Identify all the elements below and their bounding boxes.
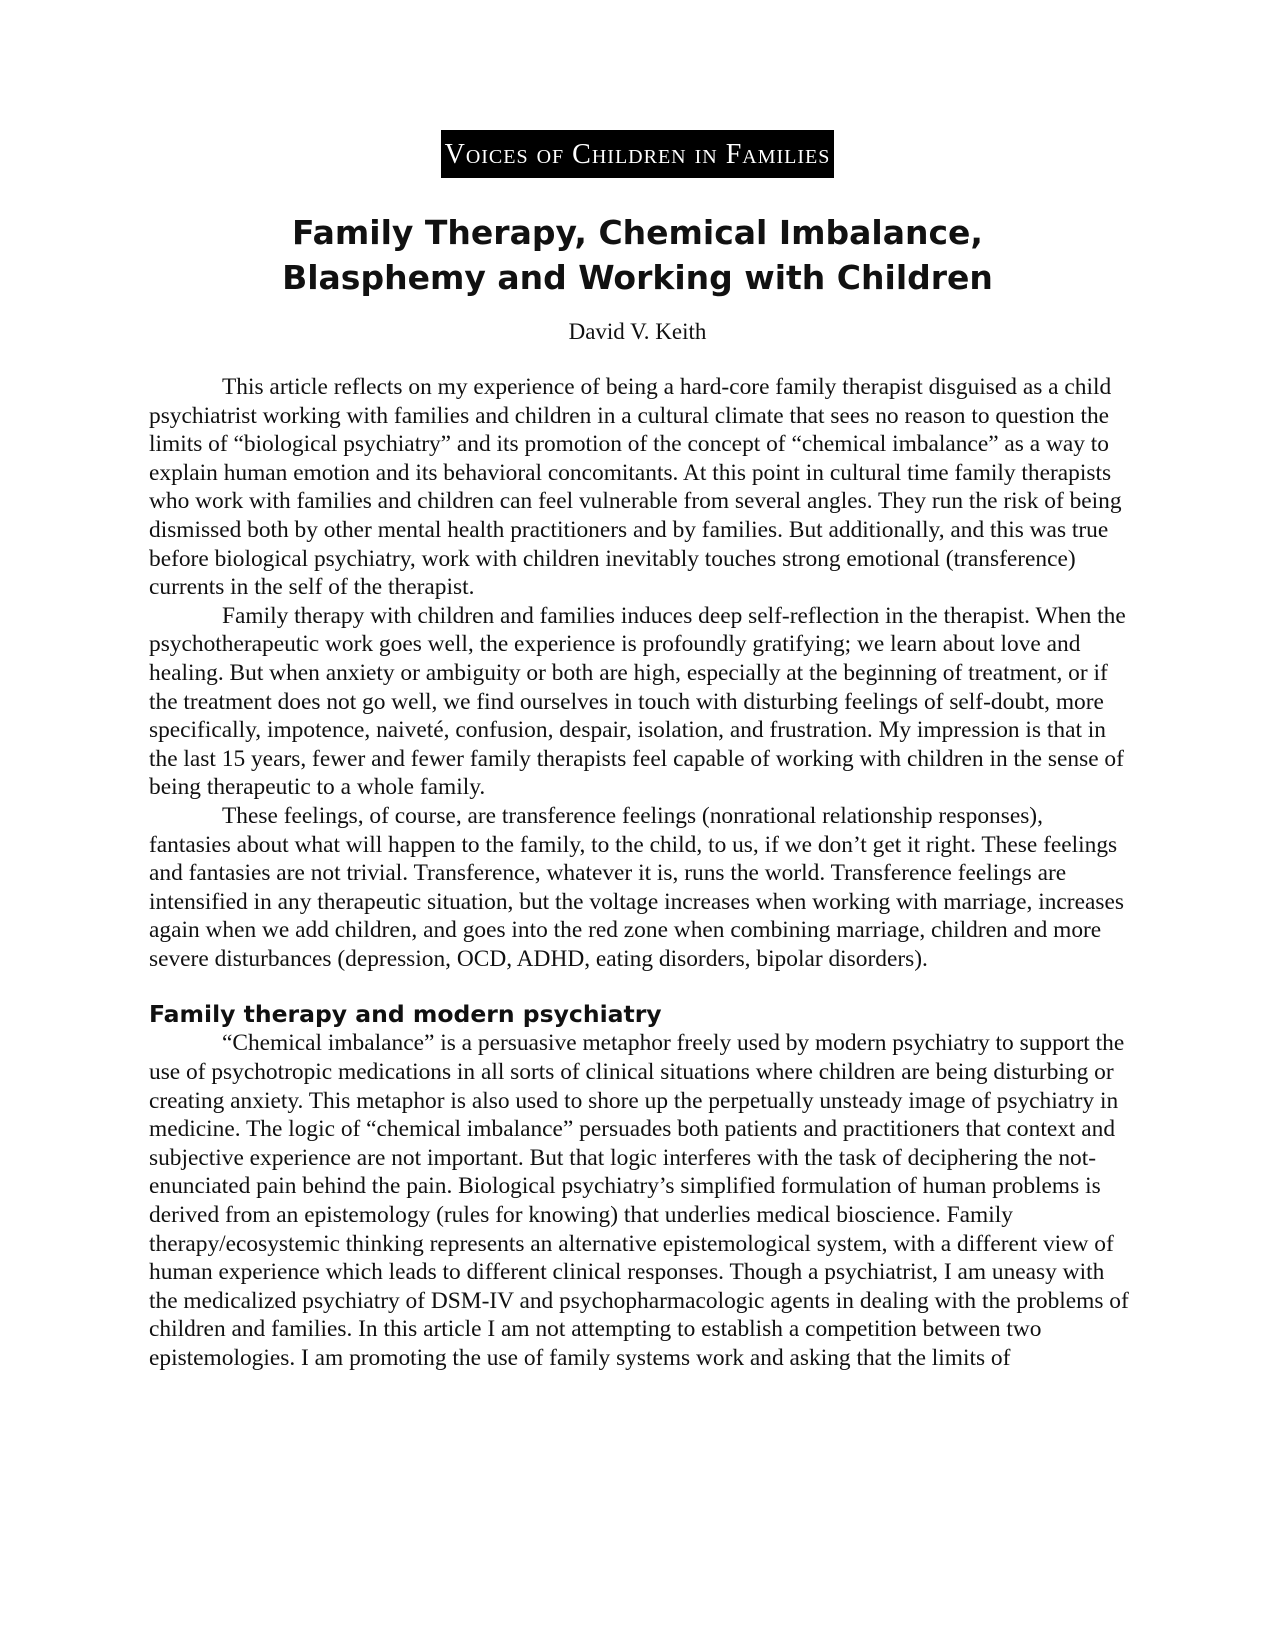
body-paragraph-1: This article reflects on my experience of being a hard-core family therapist disguised as a child psychiatrist working with families and children in a cultural climate that sees no reason to question the limits of “biological psychiatry” and its promotion of the concept of “chemical imbalance” as a way to explain human emotion and its behavioral concomitants. At this point in cultural time family therapists who work with families and children can feel vulnerable from several angles. They run the risk of being dismissed both by other mental health practitioners and by families. But additionally, and this was true before biological psychiatry, work with children inevitably touches strong emotional (transference) currents in the self of the therapist. [149, 374, 1122, 601]
body-paragraph-2: Family therapy with children and families induces deep self-reflection in the therapist. When the psychotherapeutic work goes well, the experience is profoundly gratifying; we learn about love and healing. But when anxiety or ambiguity or both are high, especially at the beginning of treatment, or if the treatment does not go well, we find ourselves in touch with disturbing feelings of self-doubt, more specifically, impotence, naiveté, confusion, despair, isolation, and frustration. My impression is that in the last 15 years, fewer and fewer family therapists feel capable of working with children in the sense of being therapeutic to a whole family. [149, 602, 1126, 801]
article-body [149, 373, 1129, 1373]
article-title-line-1: Family Therapy, Chemical Imbalance, [292, 213, 983, 252]
section-heading: Family therapy and modern psychiatry [149, 1000, 662, 1029]
article-title [0, 210, 1275, 300]
series-banner-container [0, 130, 1275, 178]
article-author: David V. Keith [568, 319, 707, 344]
section-paragraph-1: “Chemical imbalance” is a persuasive metaphor freely used by modern psychiatry to support the use of psychotropic medications in all sorts of clinical situations where children are being disturbing or creating anxiety. This metaphor is also used to shore up the perpetually unsteady image of psychiatry in medicine. The logic of “chemical imbalance” persuades both patients and practitioners that context and subjective experience are not important. But that logic interferes with the task of deciphering the not-enunciated pain behind the pain. Biological psychiatry’s simplified formulation of human problems is derived from an epistemology (rules for knowing) that underlies medical bioscience. Family therapy/ecosystemic thinking represents an alternative epistemological system, with a different view of human experience which leads to different clinical responses. Though a psychiatrist, I am uneasy with the medicalized psychiatry of DSM-IV and psychopharmacologic agents in dealing with the problems of children and families. In this article I am not attempting to establish a competition between two epistemologies. I am promoting the use of family systems work and asking that the limits of [149, 1030, 1129, 1371]
body-paragraph-3: These feelings, of course, are transference feelings (nonrational relationship responses), fantasies about what will happen to the family, to the child, to us, if we don’t get it right. These feelings and fantasies are not trivial. Transference, whatever it is, runs the world. Transference feelings are intensified in any therapeutic situation, but the voltage increases when working with marriage, increases again when we add children, and goes into the red zone when combining marriage, children and more severe disturbances (depression, OCD, ADHD, eating disorders, bipolar disorders). [149, 802, 1124, 972]
series-banner: Voices of Children in Families [441, 130, 835, 178]
article-title-line-2: Blasphemy and Working with Children [282, 258, 993, 297]
